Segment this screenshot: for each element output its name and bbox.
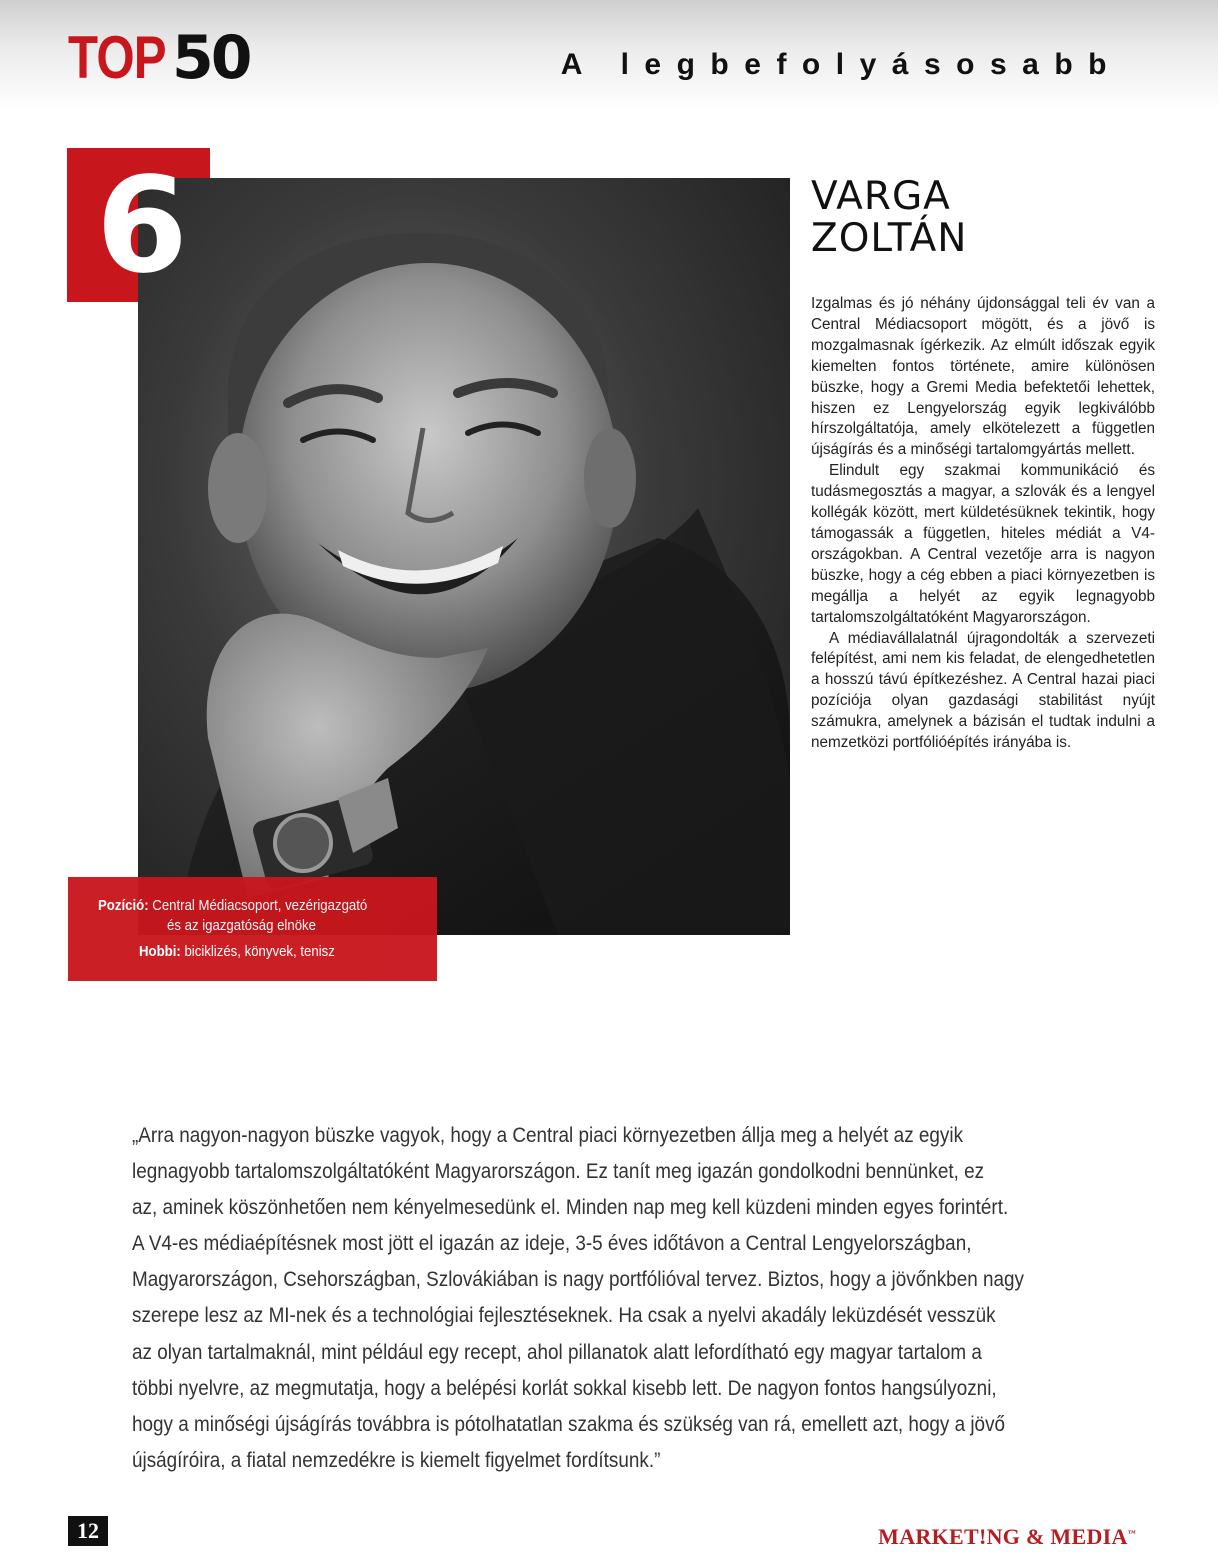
pull-quote <box>132 1118 1068 1479</box>
quote-line: szerepe lesz az MI-nek és a technológiai fejlesztéseknek. Ha csak a nyelvi akadály leküzdését vesszük <box>132 1304 996 1328</box>
position-line1 <box>98 897 367 914</box>
portrait-illustration <box>138 178 790 935</box>
quote-line: A V4-es médiaépítésnek most jött el igazán az ideje, 3-5 éves időtávon a Central Lengyelországban, <box>132 1232 972 1256</box>
position-value-line1: Central Médiacsoport, vezérigazgató <box>152 897 368 914</box>
portrait-photo <box>138 178 790 935</box>
person-name <box>811 176 967 260</box>
page-number: 12 <box>68 1516 108 1546</box>
brand-tm: ™ <box>1127 1528 1136 1538</box>
quote-line: „Arra nagyon-nagyon büszke vagyok, hogy a Central piaci környezetben állja meg a helyét az egyik <box>132 1124 964 1147</box>
quote-line: legnagyobb tartalomszolgáltatóként Magyarországon. Ez tanít meg igazán gondolkodni bennünket, ez <box>132 1160 985 1184</box>
brand-part1: MARKET <box>878 1524 979 1549</box>
logo-number-text: 50 <box>172 23 250 93</box>
position-label: Pozíció: <box>98 897 149 914</box>
top50-logo <box>68 23 250 93</box>
quote-line: újságíróira, a fiatal nemzedékre is kiemelt figyelmet fordítsunk.” <box>132 1448 661 1472</box>
hobby-label: Hobbi: <box>139 943 181 960</box>
logo-top-text: TOP <box>68 24 166 91</box>
hobby-value: biciklizés, könyvek, tenisz <box>184 943 335 960</box>
name-line2: ZOLTÁN <box>811 216 968 261</box>
article-body <box>811 294 1155 754</box>
brand-logo <box>878 1524 1136 1550</box>
quote-line: hogy a minőségi újságírás továbbra is pótolhatatlan szakma és szükség van rá, emellett azt, hogy a jövő <box>132 1412 1006 1436</box>
position-line2 <box>167 917 316 934</box>
quote-line: Magyarországon, Csehországban, Szlovákiában is nagy portfólióval tervez. Biztos, hogy a jövőnkben nagy <box>132 1268 1024 1292</box>
brand-bang: ! <box>978 1524 987 1549</box>
article-paragraph: Elindult egy szakmai kommunikáció és tudásmegosztás a magyar, a szlovák és a lengyel kollégák között, mert küldetésüknek tekintik, hogy támogassák a független, hiteles médiát a V4-országokban. A Central vezetője arra is nagyon büszke, hogy a cég ebben a piaci környezetben is megállja a helyét az egyik legnagyobb tartalomszolgáltatóként Magyarországon. <box>811 462 1155 626</box>
article-paragraph: Izgalmas és jó néhány újdonsággal teli év van a Central Médiacsoport mögött, és a jövő is mozgalmasnak ígérkezik. Az elmúlt időszak egyik kiemelten fontos története, amire különösen büszke, hogy a Gremi Media befektetői lehettek, hiszen ez Lengyelország egyik legkiválóbb hírszolgáltatója, amely elkötelezett a független újságírás és a minőségi tartalomgyártás mellett. <box>811 295 1155 459</box>
article-paragraph: A médiavállalatnál újragondolták a szervezeti felépítést, ami nem kis feladat, de elengedhetetlen a hosszú távú építkezéshez. A Central hazai piaci pozíciója olyan gazdasági stabilitást nyújt számukra, amelynek a bázisán el tudtak indulni a nemzetközi portfólióépítés irányába is. <box>811 629 1155 752</box>
quote-line: többi nyelvre, az megmutatja, hogy a belépési korlát sokkal kisebb lett. De nagyon fontos hangsúlyozni, <box>132 1376 997 1400</box>
brand-part2: NG & MEDIA <box>986 1524 1128 1549</box>
hobby-line <box>139 943 335 960</box>
quote-line: az olyan tartalmaknál, mint például egy recept, ahol pillanatok alatt lefordítható egy magyar tartalom a <box>132 1340 982 1364</box>
name-line1: VARGA <box>811 174 951 219</box>
info-box <box>68 877 437 981</box>
position-value-line2: és az igazgatóság elnöke <box>167 917 316 934</box>
rank-number: 6 <box>96 149 184 303</box>
section-title: A legbefolyásosabb <box>560 48 1122 81</box>
quote-line: az, aminek köszönhetően nem kényelmesedünk el. Minden nap meg kell küzdeni minden egyes forintért. <box>132 1196 1009 1220</box>
